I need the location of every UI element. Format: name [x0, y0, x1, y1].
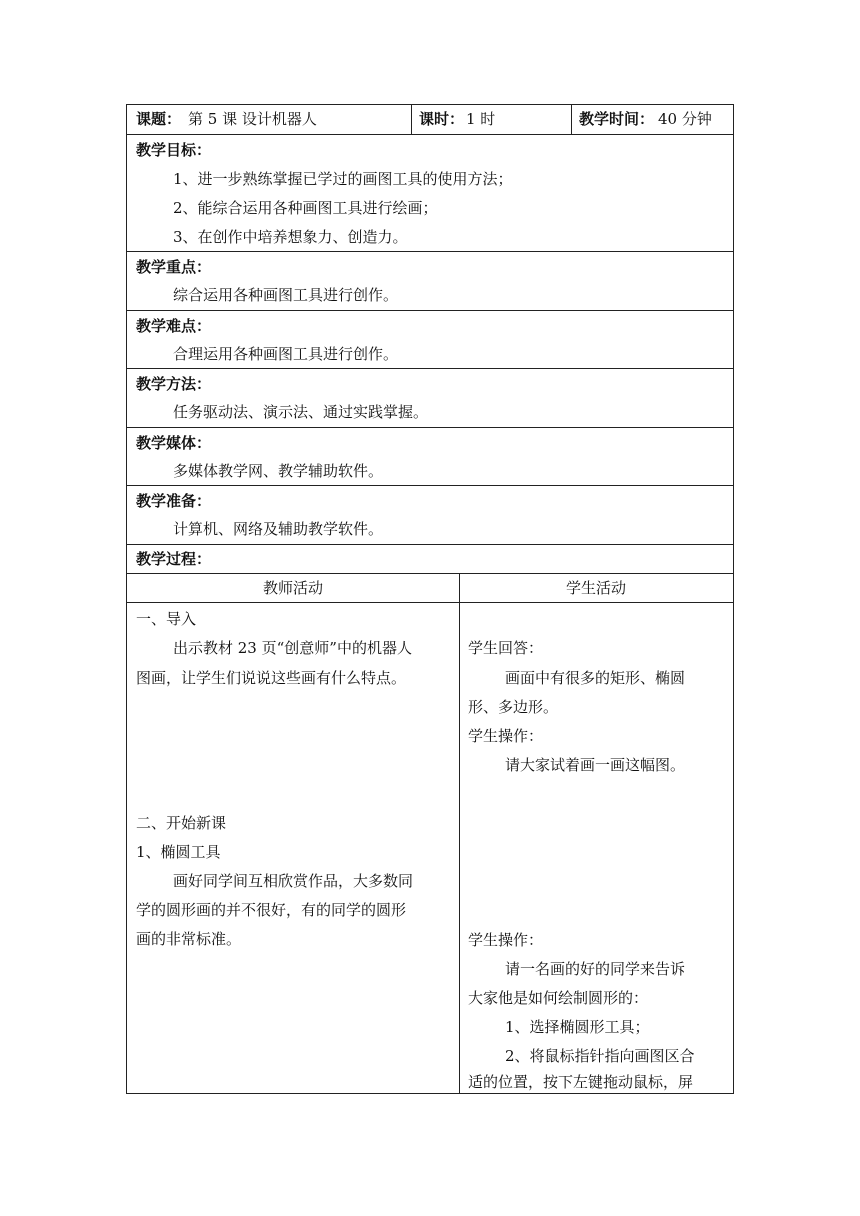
teacher-line: 学的圆形画的并不很好，有的同学的圆形: [136, 901, 407, 919]
media-text: 多媒体教学网、教学辅助软件。: [173, 462, 384, 480]
media-label: 教学媒体：: [136, 434, 212, 452]
student-line: 形、多边形。: [468, 698, 559, 716]
key-points-label: 教学重点：: [136, 258, 212, 276]
methods-text: 任务驱动法、演示法、通过实践掌握。: [173, 403, 429, 421]
hours-value: 1 时: [466, 110, 496, 128]
preparation-row: [126, 485, 734, 544]
media-row: [126, 427, 734, 485]
process-row: [126, 544, 734, 573]
time-value: 40 分钟: [658, 110, 712, 128]
teacher-header: 教师活动: [262, 579, 323, 597]
objectives-label: 教学目标：: [136, 141, 212, 159]
student-line: 适的位置，按下左键拖动鼠标，屏: [468, 1073, 694, 1091]
process-label: 教学过程：: [136, 550, 212, 568]
student-line: 学生操作：: [468, 727, 544, 745]
difficulties-label: 教学难点：: [136, 317, 212, 335]
teacher-activity-cell: [127, 603, 459, 1093]
student-line: 大家他是如何绘制圆形的：: [468, 989, 649, 1007]
time-cell: [571, 105, 733, 134]
teacher-line: 一、导入: [136, 610, 197, 628]
time-label: 教学时间：: [579, 110, 655, 128]
key-points-row: [126, 251, 734, 310]
teacher-line: 画的非常标准。: [136, 930, 242, 948]
student-header-cell: [459, 574, 733, 602]
process-content-row: [126, 602, 734, 1094]
objective-item: 3、在创作中培养想象力、创造力。: [173, 228, 408, 246]
lesson-plan-table: [126, 104, 734, 1094]
student-line: 学生操作：: [468, 931, 544, 949]
student-line: 1、选择椭圆形工具；: [505, 1018, 650, 1036]
objective-item: 2、能综合运用各种画图工具进行绘画；: [173, 199, 438, 217]
hours-label: 课时：: [419, 110, 465, 128]
hours-cell: [411, 105, 571, 134]
preparation-label: 教学准备：: [136, 492, 212, 510]
topic-label: 课题：: [136, 110, 182, 128]
methods-label: 教学方法：: [136, 375, 212, 393]
student-line: 学生回答：: [468, 639, 544, 657]
student-line: 请大家试着画一画这幅图。: [505, 756, 686, 774]
process-header-row: [126, 573, 734, 602]
teacher-line: 图画，让学生们说说这些画有什么特点。: [136, 669, 407, 687]
teacher-header-cell: [127, 574, 459, 602]
topic-value: 第 5 课 设计机器人: [188, 110, 317, 128]
student-header: 学生活动: [565, 579, 626, 597]
student-activity-cell: [459, 603, 733, 1093]
teacher-line: 画好同学间互相欣赏作品，大多数同: [173, 872, 414, 890]
student-line: 请一名画的好的同学来告诉: [505, 960, 686, 978]
student-line: 画面中有很多的矩形、椭圆: [505, 669, 686, 687]
topic-cell: [127, 105, 411, 134]
preparation-text: 计算机、网络及辅助教学软件。: [173, 520, 384, 538]
teacher-line: 出示教材 23 页“创意师”中的机器人: [173, 639, 412, 657]
objectives-row: [126, 134, 734, 251]
key-points-text: 综合运用各种画图工具进行创作。: [173, 286, 399, 304]
methods-row: [126, 368, 734, 427]
objective-item: 1、进一步熟练掌握已学过的画图工具的使用方法；: [173, 170, 513, 188]
difficulties-text: 合理运用各种画图工具进行创作。: [173, 345, 399, 363]
header-row: [126, 104, 734, 134]
teacher-line: 二、开始新课: [136, 814, 227, 832]
student-line: 2、将鼠标指针指向画图区合: [505, 1047, 695, 1065]
difficulties-row: [126, 310, 734, 368]
teacher-line: 1、椭圆工具: [136, 843, 221, 861]
